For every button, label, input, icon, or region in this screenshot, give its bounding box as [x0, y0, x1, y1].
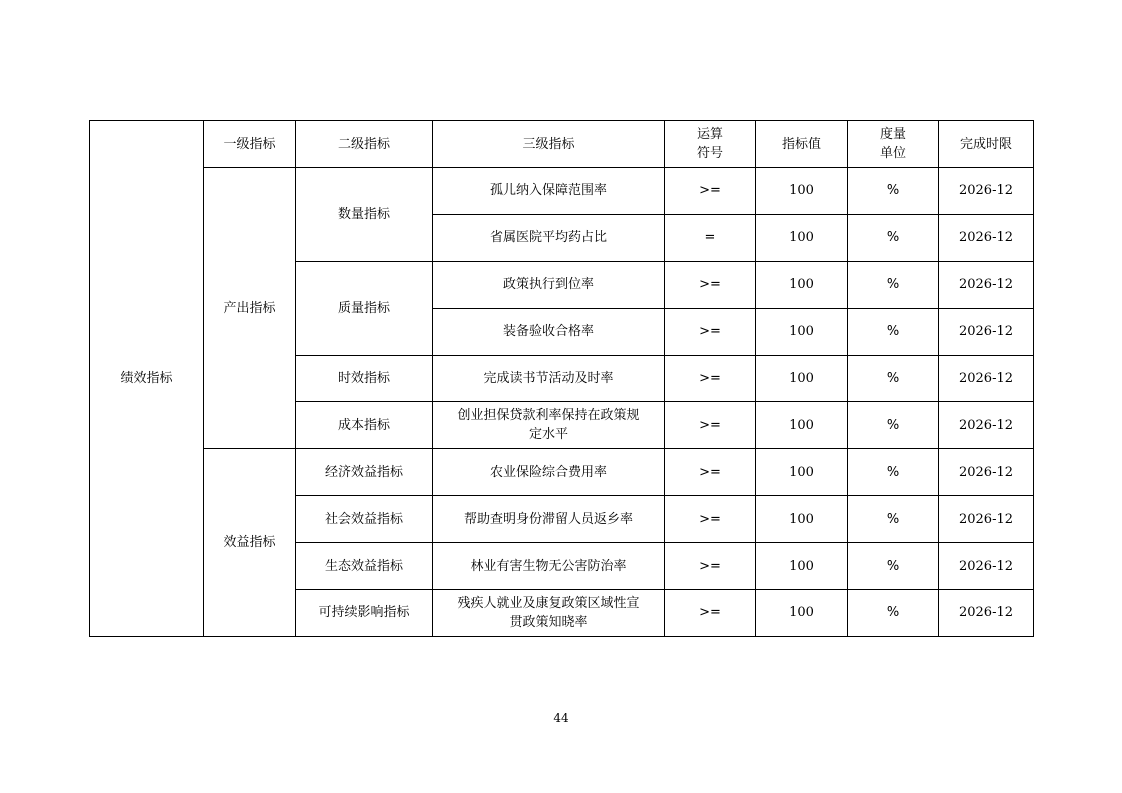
level3-cell: [433, 402, 665, 449]
level2-sustainable-cell: 可持续影响指标: [296, 590, 433, 637]
header-level1: 一级指标: [204, 121, 296, 168]
value-cell: 100: [756, 496, 848, 543]
deadline-cell: 2026-12: [939, 449, 1034, 496]
level2-quality-cell: 质量指标: [296, 261, 433, 355]
level3-cell: 农业保险综合费用率: [433, 449, 665, 496]
table-row: [90, 168, 1034, 215]
deadline-cell: 2026-12: [939, 308, 1034, 355]
value-cell: 100: [756, 308, 848, 355]
operator-cell: >=: [665, 543, 756, 590]
deadline-cell: 2026-12: [939, 402, 1034, 449]
level3-cell: 政策执行到位率: [433, 261, 665, 308]
value-cell: 100: [756, 590, 848, 637]
value-cell: 100: [756, 168, 848, 215]
operator-cell: >=: [665, 168, 756, 215]
unit-cell: %: [848, 261, 939, 308]
value-cell: 100: [756, 355, 848, 402]
unit-cell: %: [848, 543, 939, 590]
level3-cell: 孤儿纳入保障范围率: [433, 168, 665, 215]
unit-cell: %: [848, 308, 939, 355]
header-unit: [848, 121, 939, 168]
level3-text: 残疾人就业及康复政策区域性宣贯政策知晓率: [457, 595, 640, 630]
unit-cell: %: [848, 402, 939, 449]
table-row: [90, 449, 1034, 496]
operator-cell: >=: [665, 496, 756, 543]
header-deadline: 完成时限: [939, 121, 1034, 168]
header-row: [90, 121, 1034, 168]
unit-cell: %: [848, 168, 939, 215]
group-output-cell: 产出指标: [204, 168, 296, 449]
level2-social-cell: 社会效益指标: [296, 496, 433, 543]
page-number: 44: [553, 711, 569, 725]
level3-cell: 林业有害生物无公害防治率: [433, 543, 665, 590]
level3-cell: 完成读书节活动及时率: [433, 355, 665, 402]
operator-cell: >=: [665, 308, 756, 355]
operator-cell: >=: [665, 449, 756, 496]
deadline-cell: 2026-12: [939, 543, 1034, 590]
header-operator: [665, 121, 756, 168]
deadline-cell: 2026-12: [939, 355, 1034, 402]
level3-cell: 装备验收合格率: [433, 308, 665, 355]
deadline-cell: 2026-12: [939, 590, 1034, 637]
value-cell: 100: [756, 449, 848, 496]
operator-cell: >=: [665, 590, 756, 637]
level2-economic-cell: 经济效益指标: [296, 449, 433, 496]
section-label-cell: 绩效指标: [90, 121, 204, 637]
value-cell: 100: [756, 214, 848, 261]
header-unit-text: 度量单位: [879, 127, 906, 161]
header-level3: 三级指标: [433, 121, 665, 168]
value-cell: 100: [756, 261, 848, 308]
level3-cell: 省属医院平均药占比: [433, 214, 665, 261]
level3-cell: 帮助查明身份滞留人员返乡率: [433, 496, 665, 543]
unit-cell: %: [848, 214, 939, 261]
deadline-cell: 2026-12: [939, 261, 1034, 308]
level2-cost-cell: 成本指标: [296, 402, 433, 449]
operator-cell: =: [665, 214, 756, 261]
level2-quantity-cell: 数量指标: [296, 168, 433, 262]
header-operator-text: 运算符号: [696, 127, 723, 161]
performance-indicator-table: [89, 120, 1034, 637]
operator-cell: >=: [665, 261, 756, 308]
deadline-cell: 2026-12: [939, 214, 1034, 261]
operator-cell: >=: [665, 402, 756, 449]
unit-cell: %: [848, 449, 939, 496]
level2-timeliness-cell: 时效指标: [296, 355, 433, 402]
level3-cell: [433, 590, 665, 637]
value-cell: 100: [756, 402, 848, 449]
deadline-cell: 2026-12: [939, 496, 1034, 543]
group-benefit-cell: 效益指标: [204, 449, 296, 637]
level3-text: 创业担保贷款利率保持在政策规定水平: [457, 408, 640, 443]
unit-cell: %: [848, 355, 939, 402]
level2-ecological-cell: 生态效益指标: [296, 543, 433, 590]
deadline-cell: 2026-12: [939, 168, 1034, 215]
unit-cell: %: [848, 496, 939, 543]
header-value: 指标值: [756, 121, 848, 168]
unit-cell: %: [848, 590, 939, 637]
header-level2: 二级指标: [296, 121, 433, 168]
operator-cell: >=: [665, 355, 756, 402]
value-cell: 100: [756, 543, 848, 590]
